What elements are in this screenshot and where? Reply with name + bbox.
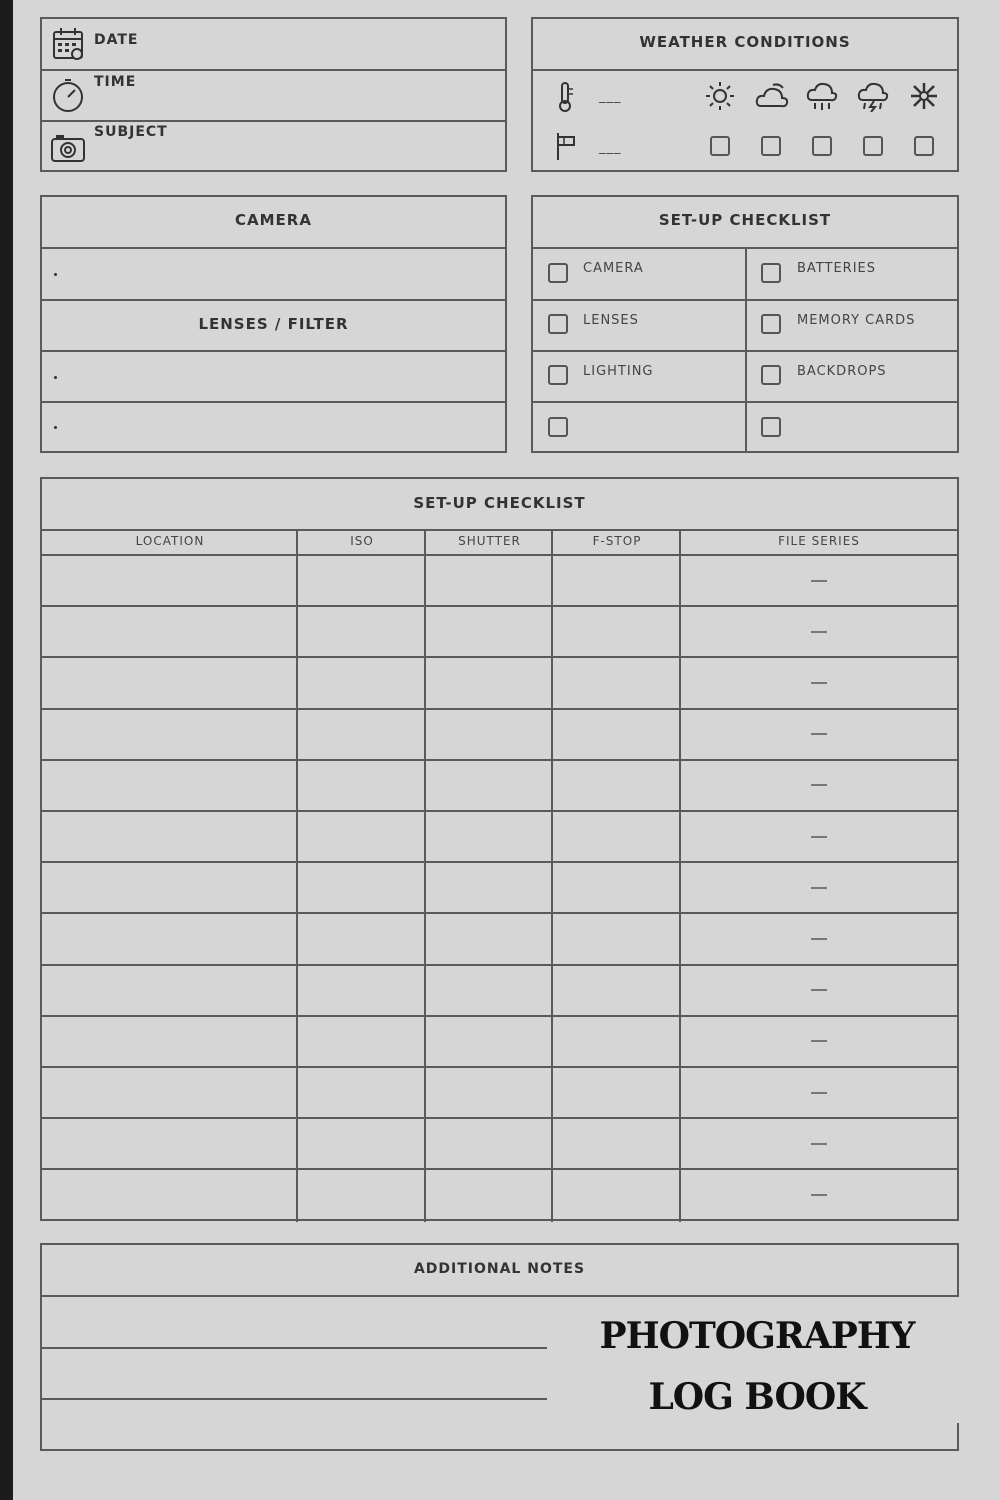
file-series-dash — [811, 836, 827, 838]
column-divider — [551, 607, 553, 656]
table-row[interactable] — [42, 1170, 957, 1221]
checklist-label-camera: CAMERA — [583, 261, 644, 276]
column-divider — [679, 658, 681, 707]
lens-entry-row[interactable] — [42, 403, 505, 453]
table-row[interactable] — [42, 607, 957, 658]
table-header-row — [42, 531, 957, 556]
bullet — [54, 426, 57, 429]
column-divider — [679, 556, 681, 605]
column-divider — [551, 863, 553, 912]
column-divider — [424, 1017, 426, 1066]
date-row — [42, 19, 505, 71]
brand-title-line2: LOG BOOK — [648, 1376, 866, 1418]
column-divider — [296, 1170, 298, 1221]
table-row[interactable] — [42, 556, 957, 607]
file-series-dash — [811, 580, 827, 582]
temperature-blank: ___ — [599, 89, 622, 104]
checkbox-lighting[interactable] — [548, 365, 568, 385]
column-divider — [679, 607, 681, 656]
column-divider — [296, 863, 298, 912]
table-row[interactable] — [42, 812, 957, 863]
column-header: FILE SERIES — [778, 534, 860, 548]
lenses-filter-title: LENSES / FILTER — [42, 301, 505, 352]
column-divider — [551, 658, 553, 707]
column-divider — [551, 1017, 553, 1066]
note-line — [42, 1398, 547, 1400]
weather-checkbox-partly-cloudy[interactable] — [761, 136, 781, 156]
column-divider — [424, 1119, 426, 1168]
row-divider — [533, 401, 957, 403]
file-series-dash — [811, 887, 827, 889]
file-series-dash — [811, 733, 827, 735]
column-divider — [679, 761, 681, 810]
checkbox-camera[interactable] — [548, 263, 568, 283]
weather-checkbox-storm[interactable] — [863, 136, 883, 156]
shot-log-table — [40, 477, 959, 1221]
lens-entry-row[interactable] — [42, 352, 505, 403]
checkbox-blank-left[interactable] — [548, 417, 568, 437]
table-row[interactable] — [42, 1017, 957, 1068]
snowflake-icon — [910, 82, 938, 110]
column-header: F-STOP — [592, 534, 642, 548]
column-divider — [424, 761, 426, 810]
column-divider — [551, 531, 553, 554]
column-divider — [679, 914, 681, 963]
info-box — [40, 17, 507, 172]
checklist-label-batteries: BATTERIES — [797, 261, 877, 276]
checkbox-lenses[interactable] — [548, 314, 568, 334]
column-divider — [296, 710, 298, 759]
column-divider — [296, 607, 298, 656]
checkbox-batteries[interactable] — [761, 263, 781, 283]
checklist-label-backdrops: BACKDROPS — [797, 364, 887, 379]
column-divider — [551, 914, 553, 963]
storm-icon — [857, 82, 889, 112]
column-divider — [296, 1017, 298, 1066]
row-divider — [533, 350, 957, 352]
column-divider — [679, 1170, 681, 1221]
time-label: TIME — [94, 74, 137, 90]
file-series-dash — [811, 784, 827, 786]
column-divider — [424, 966, 426, 1015]
column-divider — [679, 812, 681, 861]
column-divider — [679, 710, 681, 759]
column-divider — [551, 710, 553, 759]
checklist-label-lighting: LIGHTING — [583, 364, 654, 379]
checkbox-blank-right[interactable] — [761, 417, 781, 437]
column-divider — [424, 812, 426, 861]
column-divider — [551, 1170, 553, 1221]
setup-checklist-title: SET-UP CHECKLIST — [533, 197, 957, 249]
row-divider — [533, 299, 957, 301]
book-spine — [0, 0, 13, 1500]
file-series-dash — [811, 682, 827, 684]
file-series-dash — [811, 938, 827, 940]
column-divider — [551, 812, 553, 861]
file-series-dash — [811, 1092, 827, 1094]
table-row[interactable] — [42, 658, 957, 709]
column-divider — [424, 710, 426, 759]
checklist-label-memory-cards: MEMORY CARDS — [797, 313, 916, 328]
column-divider — [424, 658, 426, 707]
partly-cloudy-icon — [755, 82, 789, 110]
rain-icon — [806, 82, 838, 112]
file-series-dash — [811, 631, 827, 633]
column-divider — [551, 1068, 553, 1117]
file-series-dash — [811, 1194, 827, 1196]
column-divider — [551, 966, 553, 1015]
column-divider — [679, 1068, 681, 1117]
wind-flag-icon — [555, 131, 579, 161]
column-divider — [296, 966, 298, 1015]
file-series-dash — [811, 1040, 827, 1042]
camera-box — [40, 195, 507, 453]
camera-entry-row[interactable] — [42, 249, 505, 301]
column-divider — [296, 1119, 298, 1168]
table-row[interactable] — [42, 914, 957, 965]
column-divider — [424, 1170, 426, 1221]
notes-title: ADDITIONAL NOTES — [42, 1245, 957, 1297]
camera-icon — [51, 134, 85, 162]
subject-row — [42, 122, 505, 172]
column-divider — [551, 761, 553, 810]
shot-log-title: SET-UP CHECKLIST — [42, 479, 957, 531]
weather-box — [531, 17, 959, 172]
brand-title-line1: PHOTOGRAPHY — [599, 1315, 915, 1357]
column-divider — [296, 658, 298, 707]
column-divider — [296, 914, 298, 963]
column-divider — [296, 531, 298, 554]
column-divider — [679, 1119, 681, 1168]
column-divider — [551, 556, 553, 605]
column-divider — [296, 761, 298, 810]
subject-label: SUBJECT — [94, 124, 168, 140]
calendar-icon — [52, 27, 84, 61]
bullet — [54, 376, 57, 379]
camera-title: CAMERA — [42, 197, 505, 249]
column-divider — [424, 607, 426, 656]
table-row[interactable] — [42, 710, 957, 761]
column-divider — [424, 556, 426, 605]
brand-panel — [552, 1297, 962, 1423]
column-divider — [424, 863, 426, 912]
column-divider — [679, 531, 681, 554]
column-divider — [679, 966, 681, 1015]
weather-checkbox-sunny[interactable] — [710, 136, 730, 156]
table-row[interactable] — [42, 1068, 957, 1119]
date-label: DATE — [94, 32, 139, 48]
weather-checkbox-rain[interactable] — [812, 136, 832, 156]
sun-icon — [705, 81, 735, 111]
table-body — [42, 556, 957, 1219]
file-series-dash — [811, 989, 827, 991]
column-divider — [424, 531, 426, 554]
table-row[interactable] — [42, 761, 957, 812]
file-series-dash — [811, 1143, 827, 1145]
thermometer-icon — [556, 81, 574, 113]
table-row[interactable] — [42, 966, 957, 1017]
time-row — [42, 71, 505, 122]
checklist-label-lenses: LENSES — [583, 313, 639, 328]
weather-checkbox-snow[interactable] — [914, 136, 934, 156]
column-divider — [296, 1068, 298, 1117]
column-divider — [424, 1068, 426, 1117]
column-divider — [551, 1119, 553, 1168]
checkbox-memory-cards[interactable] — [761, 314, 781, 334]
weather-title: WEATHER CONDITIONS — [533, 19, 957, 71]
notes-box — [40, 1243, 959, 1451]
column-divider — [679, 1017, 681, 1066]
column-header: ISO — [350, 534, 374, 548]
table-row[interactable] — [42, 1119, 957, 1170]
setup-checklist-box — [531, 195, 959, 453]
column-divider — [424, 914, 426, 963]
column-divider — [679, 863, 681, 912]
note-line — [42, 1347, 547, 1349]
checkbox-backdrops[interactable] — [761, 365, 781, 385]
column-header: LOCATION — [135, 534, 205, 548]
column-header: SHUTTER — [458, 534, 521, 548]
column-divider — [296, 556, 298, 605]
table-row[interactable] — [42, 863, 957, 914]
bullet — [54, 273, 57, 276]
column-divider — [296, 812, 298, 861]
wind-blank: ___ — [599, 140, 622, 155]
clock-icon — [51, 79, 85, 113]
